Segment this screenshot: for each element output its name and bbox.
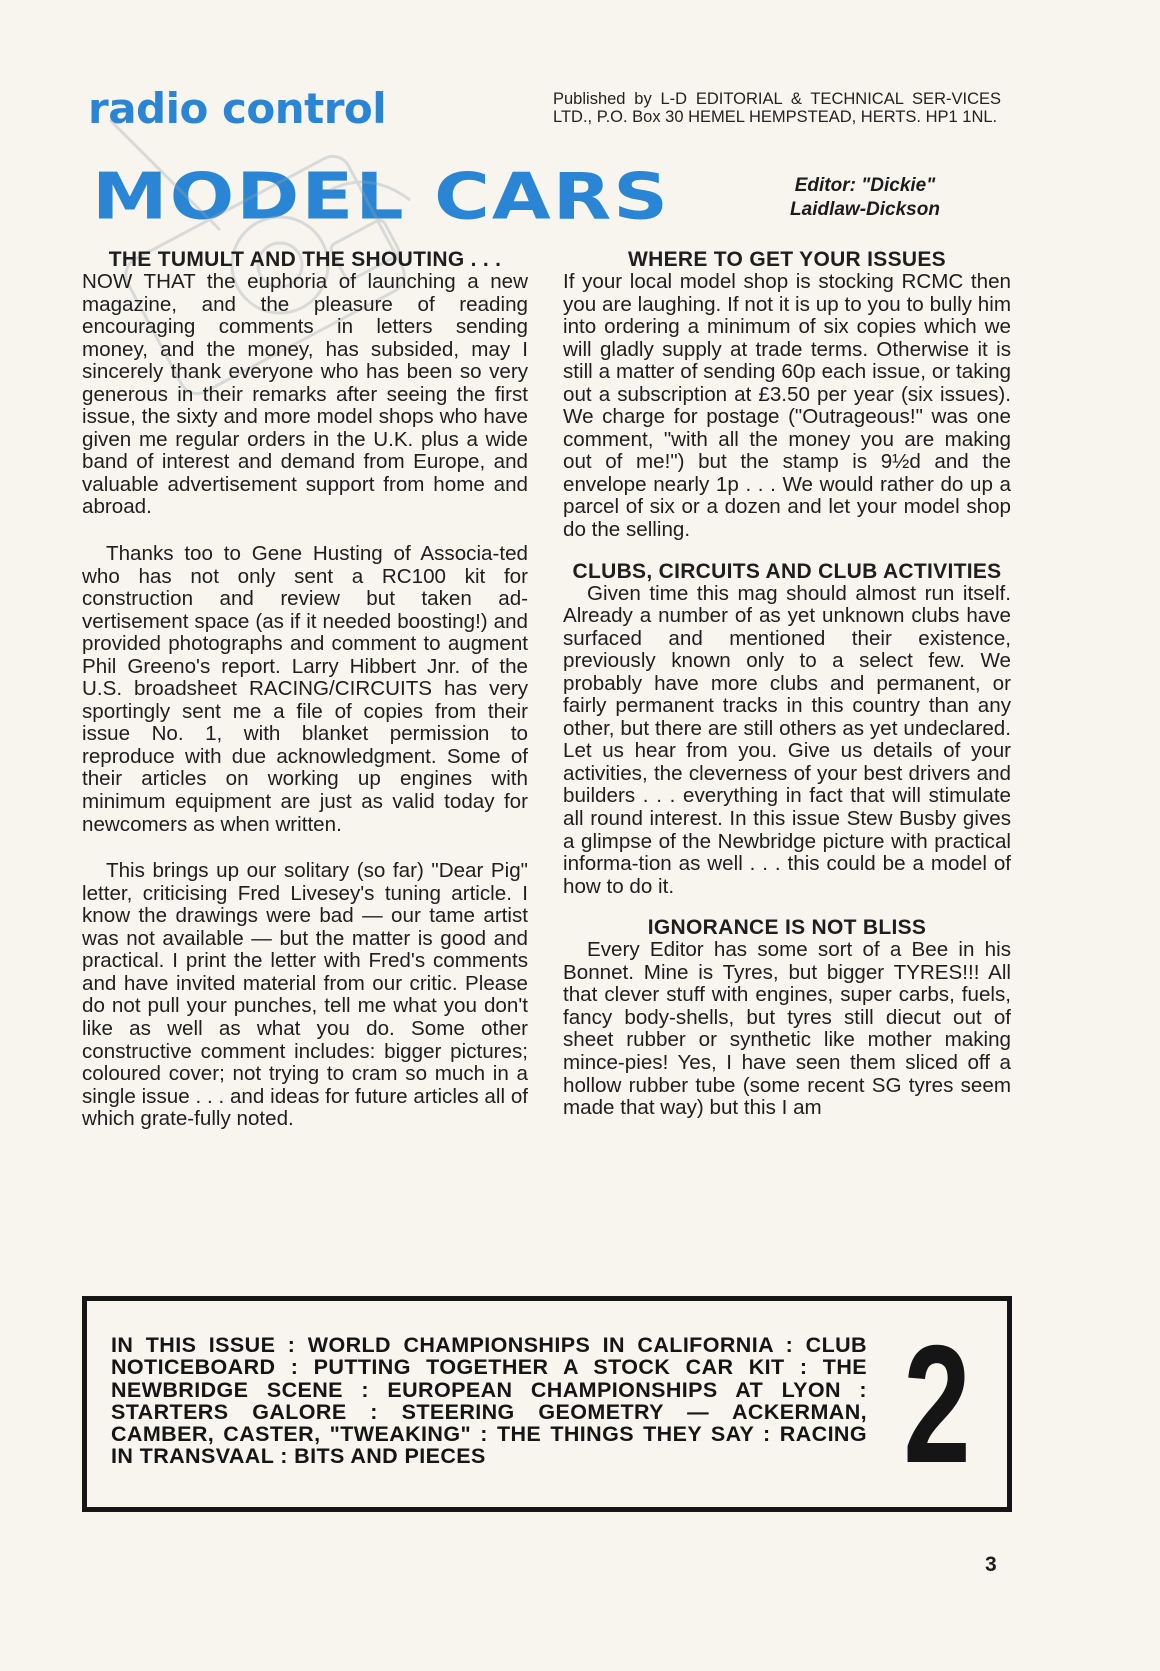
left-column — [82, 248, 528, 1131]
issue-number: 2 — [903, 1310, 971, 1498]
heading-where-to-get: WHERE TO GET YOUR ISSUES — [628, 248, 946, 271]
page-number: 3 — [985, 1553, 997, 1576]
right-column — [563, 248, 1011, 1120]
in-this-issue-text: IN THIS ISSUE : WORLD CHAMPIONSHIPS IN CALIFORNIA : CLUB NOTICEBOARD : PUTTING TOGETHER A STOCK CAR KIT : THE NEWBRIDGE SCENE : EUROPEAN CHAMPIONSHIPS AT LYON : STARTERS GALORE : STEERING GEOMETRY — ACKERMAN, CAMBER, CASTER, "TWEAKING" : THE THINGS THEY SAY : RACING IN TRANSVAAL : BITS AND PIECES — [111, 1333, 867, 1469]
paragraph-clubs: Given time this mag should almost run itself. Already a number of as yet unknown clubs have surfaced and mentioned their existence, previously known only to a select few. We probably have more clubs and permanent, or fairly permanent tracks in this country than any other, but there are still others as yet undeclared. Let us hear from you. Give us details of your activities, the cleverness of your best drivers and builders . . . everything in fact that will stimulate all round interest. In this issue Stew Busby gives a glimpse of the Newbridge picture with practical informa-tion as well . . . this could be a model of how to do it. — [563, 581, 1011, 898]
paragraph-where-to-get: If your local model shop is stocking RCMC then you are laughing. If not it is up to you to bully him into ordering a minimum of six copies which we will gladly supply at trade terms. Otherwise it is still a matter of sending 60p each issue, or taking out a subscription at £3.50 per year (six issues). We charge for postage ("Outrageous!" was one comment, "with all the money you are making out of me!") but the stamp is 9½d and the envelope nearly 1p . . . We would rather do up a parcel of six or a dozen and let your model shop do the selling. — [563, 270, 1011, 542]
heading-clubs: CLUBS, CIRCUITS AND CLUB ACTIVITIES — [572, 559, 1002, 583]
heading-ignorance: IGNORANCE IS NOT BLISS — [647, 916, 927, 940]
radio-control-title: radio control — [88, 84, 387, 133]
publisher-info: Published by L-D EDITORIAL & TECHNICAL SER-VICES LTD., P.O. Box 30 HEMEL HEMPSTEAD, HERTS. HP1 1NL. — [553, 90, 1001, 126]
paragraph-intro: NOW THAT the euphoria of launching a new magazine, and the pleasure of reading encouraging comments in letters sending money, and the money, has subsided, may I sincerely thank everyone who has been so very generous in their remarks after seeing the first issue, the sixty and more model shops who have given me regular orders in the U.K. plus a wide band of interest and demand from Europe, and valuable advertisement support from home and abroad. — [82, 270, 528, 519]
editor-line-1: Editor: "Dickie" — [794, 175, 936, 196]
editor-credit — [740, 174, 990, 222]
in-this-issue-box — [82, 1296, 1012, 1512]
editor-line-2: Laidlaw-Dickson — [790, 199, 940, 220]
paragraph-ignorance: Every Editor has some sort of a Bee in his Bonnet. Mine is Tyres, but bigger TYRES!!! All that clever stuff with engines, super carbs, fuels, fancy body-shells, but tyres still diecut out of sheet rubber or synthetic like mother making mince-pies! Yes, I have seen them sliced off a hollow rubber tube (some recent SG tyres seem made that way) but this I am — [563, 938, 1011, 1120]
heading-tumult: THE TUMULT AND THE SHOUTING . . . — [108, 248, 502, 271]
paragraph-dear-pig: This brings up our solitary (so far) "Dear Pig" letter, criticising Fred Livesey's tuning article. I know the drawings were bad — our tame artist was not available — but the matter is good and practical. I print the letter with Fred's comments and have invited material from our critic. Please do not pull your punches, tell me what you don't like as well as what you do. Some other constructive comment includes: bigger pictures; coloured cover; not trying to cram so much in a single issue . . . and ideas for future articles all of which grate-fully noted. — [82, 859, 528, 1131]
paragraph-thanks: Thanks too to Gene Husting of Associa-ted who has not only sent a RC100 kit for construction and review but taken ad-vertisement space (as if it needed boosting!) and provided photographs and comment to augment Phil Greeno's report. Larry Hibbert Jnr. of the U.S. broadsheet RACING/CIRCUITS has very sportingly sent me a file of copies from their issue No. 1, with blanket permission to reproduce with due acknowledgment. Some of their articles on working up engines with minimum equipment are just as valid today for newcomers as when written. — [82, 542, 528, 836]
model-cars-logo: MODEL CARS — [92, 158, 670, 234]
